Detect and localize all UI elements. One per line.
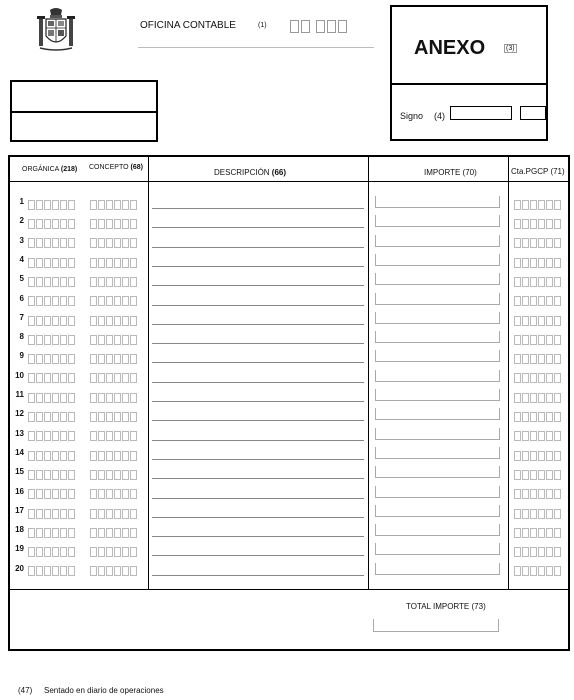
total-label: TOTAL IMPORTE (73) (406, 602, 486, 611)
descripcion-line[interactable] (152, 401, 364, 402)
concepto-boxes[interactable] (90, 389, 138, 407)
annex-divider (392, 83, 546, 85)
cta-boxes[interactable] (514, 389, 562, 407)
importe-field[interactable] (375, 293, 500, 305)
coat-of-arms-emblem (36, 6, 76, 52)
descripcion-line[interactable] (152, 440, 364, 441)
cta-boxes[interactable] (514, 486, 562, 504)
concepto-boxes[interactable] (90, 196, 138, 214)
importe-field[interactable] (375, 563, 500, 575)
importe-field[interactable] (375, 350, 500, 362)
cta-boxes[interactable] (514, 563, 562, 581)
row-number: 9 (19, 351, 24, 361)
concepto-boxes[interactable] (90, 370, 138, 388)
importe-field[interactable] (375, 235, 500, 247)
annex-ref: (3) (506, 45, 515, 52)
row-number: 13 (15, 428, 24, 438)
left-entry-box[interactable] (10, 80, 158, 142)
office-code-boxes[interactable] (290, 18, 349, 36)
concepto-boxes[interactable] (90, 447, 138, 465)
organica-boxes[interactable] (28, 447, 76, 465)
row-number: 5 (19, 274, 24, 284)
cta-boxes[interactable] (514, 408, 562, 426)
descripcion-line[interactable] (152, 285, 364, 286)
footer-text: Sentado en diario de operaciones (44, 686, 164, 695)
concepto-boxes[interactable] (90, 428, 138, 446)
concepto-boxes[interactable] (90, 215, 138, 233)
annex-title: ANEXO (414, 37, 486, 59)
col-divider-3 (508, 157, 509, 589)
row-number: 7 (19, 312, 24, 322)
importe-field[interactable] (375, 408, 500, 420)
importe-field[interactable] (375, 389, 500, 401)
organica-boxes[interactable] (28, 254, 76, 272)
descripcion-line[interactable] (152, 324, 364, 325)
organica-boxes[interactable] (28, 428, 76, 446)
total-input[interactable] (373, 619, 499, 632)
descripcion-line[interactable] (152, 517, 364, 518)
sign-input-2[interactable] (520, 106, 546, 120)
row-number: 4 (19, 254, 24, 264)
cta-boxes[interactable] (514, 312, 562, 330)
concepto-boxes[interactable] (90, 235, 138, 253)
cta-boxes[interactable] (514, 524, 562, 542)
descripcion-line[interactable] (152, 362, 364, 363)
importe-field[interactable] (375, 215, 500, 227)
importe-field[interactable] (375, 196, 500, 208)
concepto-boxes[interactable] (90, 312, 138, 330)
importe-field[interactable] (375, 447, 500, 459)
sign-input-1[interactable] (450, 106, 512, 120)
row-number: 15 (15, 467, 24, 477)
row-number: 8 (19, 332, 24, 342)
importe-field[interactable] (375, 254, 500, 266)
concepto-boxes[interactable] (90, 505, 138, 523)
importe-field[interactable] (375, 486, 500, 498)
sign-ref: (4) (434, 111, 445, 121)
organica-boxes[interactable] (28, 293, 76, 311)
office-ref: (1) (258, 22, 267, 29)
organica-boxes[interactable] (28, 389, 76, 407)
cta-boxes[interactable] (514, 254, 562, 272)
cta-boxes[interactable] (514, 447, 562, 465)
cta-boxes[interactable] (514, 505, 562, 523)
col-divider-1 (148, 157, 149, 589)
annex-box (390, 5, 548, 141)
cta-boxes[interactable] (514, 350, 562, 368)
importe-field[interactable] (375, 331, 500, 343)
row-number: 14 (15, 447, 24, 457)
importe-field[interactable] (375, 312, 500, 324)
cta-boxes[interactable] (514, 543, 562, 561)
row-number: 19 (15, 544, 24, 554)
organica-boxes[interactable] (28, 215, 76, 233)
concepto-boxes[interactable] (90, 273, 138, 291)
organica-boxes[interactable] (28, 563, 76, 581)
descripcion-line[interactable] (152, 305, 364, 306)
cta-boxes[interactable] (514, 466, 562, 484)
col-header-importe: IMPORTE (70) (424, 168, 477, 177)
descripcion-line[interactable] (152, 343, 364, 344)
row-number: 17 (15, 505, 24, 515)
row-number: 12 (15, 409, 24, 419)
descripcion-line[interactable] (152, 227, 364, 228)
sign-label: Signo (400, 111, 424, 121)
descripcion-line[interactable] (152, 208, 364, 209)
concepto-boxes[interactable] (90, 350, 138, 368)
row-number: 1 (19, 197, 24, 206)
col-header-descripcion: DESCRIPCIÓN (66) (214, 168, 287, 177)
importe-field[interactable] (375, 370, 500, 382)
cta-boxes[interactable] (514, 293, 562, 311)
organica-boxes[interactable] (28, 408, 76, 426)
descripcion-line[interactable] (152, 247, 364, 248)
cta-boxes[interactable] (514, 428, 562, 446)
descripcion-line[interactable] (152, 459, 364, 460)
cta-boxes[interactable] (514, 215, 562, 233)
descripcion-line[interactable] (152, 498, 364, 499)
organica-boxes[interactable] (28, 235, 76, 253)
concepto-boxes[interactable] (90, 254, 138, 272)
concepto-boxes[interactable] (90, 466, 138, 484)
descripcion-line[interactable] (152, 478, 364, 479)
cta-boxes[interactable] (514, 273, 562, 291)
row-number: 11 (15, 390, 24, 399)
importe-field[interactable] (375, 543, 500, 555)
concepto-boxes[interactable] (90, 524, 138, 542)
col-header-cta: Cta.PGCP (71) (511, 167, 565, 176)
concepto-boxes[interactable] (90, 563, 138, 581)
row-number: 16 (15, 486, 24, 496)
descripcion-line[interactable] (152, 266, 364, 267)
cta-boxes[interactable] (514, 196, 562, 214)
organica-boxes[interactable] (28, 505, 76, 523)
concepto-boxes[interactable] (90, 486, 138, 504)
organica-boxes[interactable] (28, 543, 76, 561)
left-entry-divider (12, 111, 156, 113)
row-number: 18 (15, 525, 24, 535)
organica-boxes[interactable] (28, 312, 76, 330)
descripcion-line[interactable] (152, 420, 364, 421)
concepto-boxes[interactable] (90, 293, 138, 311)
header-divider (10, 181, 568, 182)
row-number: 20 (15, 563, 24, 573)
col-header-concepto: CONCEPTO (68) (89, 164, 143, 171)
col-header-organica: ORGÁNICA (218) (22, 166, 78, 173)
importe-field[interactable] (375, 466, 500, 478)
importe-field[interactable] (375, 505, 500, 517)
office-label: OFICINA CONTABLE (140, 20, 236, 31)
descripcion-line[interactable] (152, 555, 364, 556)
office-underline (138, 47, 374, 48)
descripcion-line[interactable] (152, 575, 364, 576)
footer-ref: (47) (18, 686, 33, 695)
row-number: 3 (19, 235, 24, 245)
cta-boxes[interactable] (514, 370, 562, 388)
organica-boxes[interactable] (28, 486, 76, 504)
descripcion-line[interactable] (152, 536, 364, 537)
importe-field[interactable] (375, 428, 500, 440)
descripcion-line[interactable] (152, 382, 364, 383)
organica-boxes[interactable] (28, 196, 76, 214)
organica-boxes[interactable] (28, 350, 76, 368)
row-number: 6 (19, 293, 24, 303)
organica-boxes[interactable] (28, 273, 76, 291)
organica-boxes[interactable] (28, 370, 76, 388)
row-number: 2 (19, 216, 24, 226)
importe-field[interactable] (375, 273, 500, 285)
concepto-boxes[interactable] (90, 331, 138, 349)
col-divider-2 (368, 157, 369, 589)
row-number: 10 (15, 370, 24, 380)
cta-boxes[interactable] (514, 235, 562, 253)
concepto-boxes[interactable] (90, 543, 138, 561)
importe-field[interactable] (375, 524, 500, 536)
concepto-boxes[interactable] (90, 408, 138, 426)
organica-boxes[interactable] (28, 331, 76, 349)
cta-boxes[interactable] (514, 331, 562, 349)
organica-boxes[interactable] (28, 466, 76, 484)
total-divider (10, 589, 568, 590)
organica-boxes[interactable] (28, 524, 76, 542)
